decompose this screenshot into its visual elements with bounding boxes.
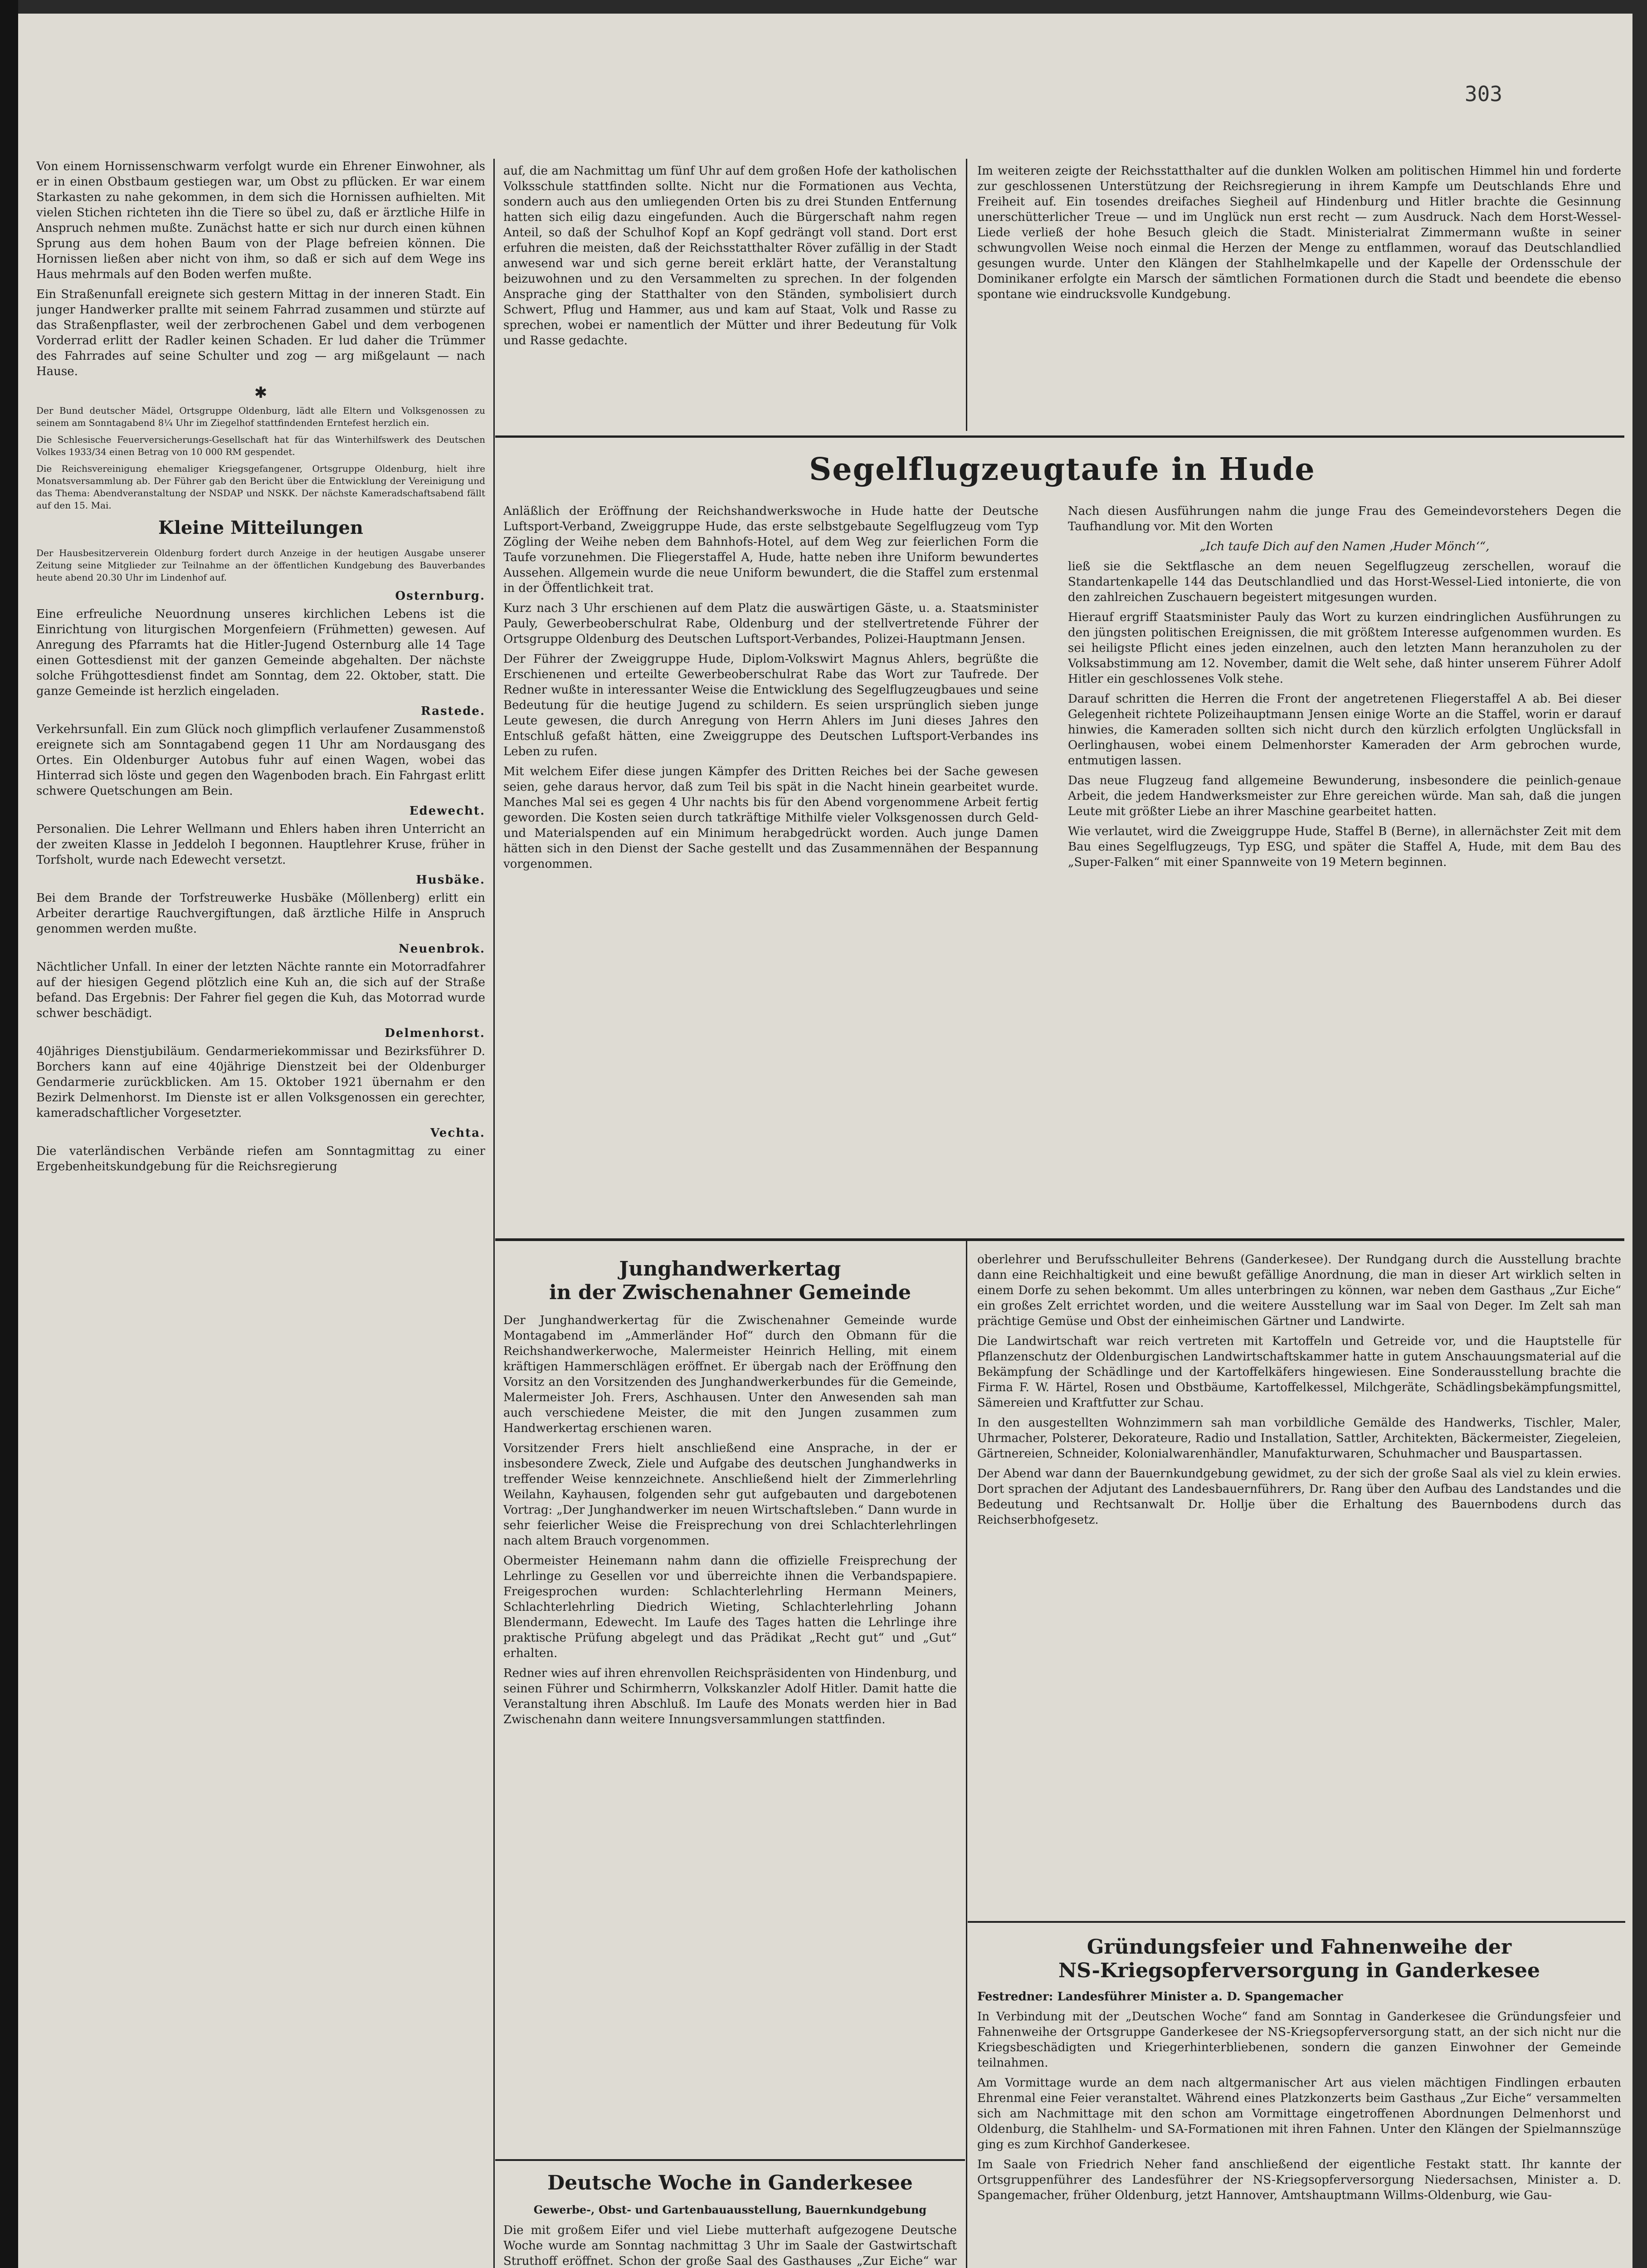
neuenbrok-article: Nächtlicher Unfall. In einer der letzten Nächte rannte ein Motorradfahrer auf der hiesigen Gegend plötzlich eine Kuh an, die sich auf der Straße befand. Das Ergebnis: Der Fahrer fiel gegen die Kuh, das Motorrad wurde schwer beschädigt. bbox=[36, 960, 485, 1020]
column-local-news bbox=[36, 159, 485, 2268]
segelflug-paragraph: Mit welchem Eifer diese jungen Kämpfer des Dritten Reiches bei der Sache gewesen seien, gehe daraus hervor, daß zum Teil bis spät in die Nacht hinein gearbeitet wurde. Manches Mal sei es gegen 4 Uhr nachts bis für den Abend vorgenommene Arbeit fertig geworden. Die Kosten seien durch tatkräftige Mithilfe vieler Volksgenossen durch Geld- und Materialspenden auf ein Minimum herabgedrückt worden. Auch junge Damen hätten sich in den Dienst der Sache gestellt und das Zusammennähen der Bespannung vorgenommen. bbox=[503, 765, 1038, 871]
junghandwerkertag-title-line2: in der Zwischenahner Gemeinde bbox=[549, 1281, 911, 1304]
segelflug-paragraph: Wie verlautet, wird die Zweiggruppe Hude, Staffel B (Berne), in allernächster Zeit mit dem Bau eines Segelflugzeugs, Typ ESG, und später die Staffel A, Hude, mit dem Bau des „Super-Falken“ mit einer Spannweite von 19 Metern beginnen. bbox=[1068, 825, 1621, 869]
gruendungsfeier-title-line2: NS-Kriegsopferversorgung in Ganderkesee bbox=[1058, 1959, 1540, 1982]
dateline-vechta: Vechta. bbox=[430, 1126, 485, 1140]
column-reichsstatthalter bbox=[977, 163, 1621, 431]
dateline-rastede: Rastede. bbox=[420, 704, 485, 718]
osternburg-article: Eine erfreuliche Neuordnung unseres kirchlichen Lebens ist die Einrichtung von liturgischen Morgenfeiern (Frühmetten) gewesen. Auf Anregung des Pfarramts hat die Hitler-Jugend Osternburg alle 14 Tage einen Gottesdienst mit der ganzen Gemeinde abgehalten. Der nächste solche Frühgottesdienst findet am Sonntag, dem 22. Oktober, statt. Die ganze Gemeinde ist herzlich eingeladen. bbox=[36, 607, 485, 698]
gruendungsfeier-headline bbox=[977, 1936, 1621, 1983]
segelflug-paragraph: Kurz nach 3 Uhr erschienen auf dem Platz die auswärtigen Gäste, u. a. Staatsminister Pauly, Gewerbeoberschulrat Rabe, Oldenburg und der stellvertretende Führer der Ortsgruppe Oldenburg des Deutschen Luftsport-Verbandes, Polizei-Hauptmann Jensen. bbox=[503, 601, 1038, 646]
scan-edge bbox=[0, 0, 18, 2268]
hornissen-article: Von einem Hornissenschwarm verfolgt wurde ein Ehrener Einwohner, als er in einen Obstbaum gestiegen war, um Obst zu pflücken. Er war einem Starkasten zu nahe gekommen, in dem sich die Hornissen aufhielten. Mit vielen Stichen richteten ihn die Tiere so übel zu, daß er ärztliche Hilfe in Anspruch nehmen mußte. Zunächst hatte er sich nur durch einen kühnen Sprung aus dem hohen Baum von der Plage befreien können. Die Hornissen ließen aber nicht von ihm, so daß er sich auf dem Wege ins Haus mehrmals auf den Boden werfen mußte. bbox=[36, 160, 485, 281]
vechta-continued-text: auf, die am Nachmittag um fünf Uhr auf dem großen Hofe der katholischen Volksschule stattfinden sollte. Nicht nur die Formationen aus Vechta, sondern auch aus den umliegenden Orten bis zu drei Stunden Entfernung hatten sich eilig dazu eingefunden. Auch die Bürgerschaft nahm regen Anteil, so daß der Schulhof Kopf an Kopf gedrängt voll stand. Dort erst erfuhren die meisten, daß der Reichsstatthalter Röver zufällig in der Stadt anwesend war und sich gerne bereit erklärt hatte, der Veranstaltung beizuwohnen und zu den Versammelten zu sprechen. In der folgenden Ansprache ging der Statthalter von den Ständen, symbolisiert durch Schwert, Pflug und Hammer, aus und kam auf Staat, Volk und Rasse zu sprechen, wobei er namentlich der Mütter und ihrer Bedeutung für Volk und Rasse gedachte. bbox=[503, 164, 957, 347]
horizontal-rule-top bbox=[495, 435, 1624, 438]
segelflug-paragraph: Hierauf ergriff Staatsminister Pauly das Wort zu kurzen eindringlichen Ausführungen zu den jüngsten politischen Ereignissen, die mit größtem Interesse aufgenommen wurden. Es sei heiligste Pflicht eines jeden einzelnen, auch den letzten Mann heranzuholen zu der Volksabstimmung am 12. November, damit die Welt sehe, daß hinter unserem Führer Adolf Hitler ein geschlossenes Volk stehe. bbox=[1068, 611, 1621, 686]
segelflug-headline: Segelflugzeugtaufe in Hude bbox=[809, 451, 1316, 488]
segelflug-paragraph: Das neue Flugzeug fand allgemeine Bewunderung, insbesondere die peinlich-genaue Arbeit, die jedem Handwerksmeister zur Ehre gereichen würde. Man sah, daß die jungen Leute mit größter Liebe an ihrer Maschine gearbeitet hatten. bbox=[1068, 774, 1621, 818]
deutsche-woche-headline: Deutsche Woche in Ganderkesee bbox=[547, 2171, 913, 2195]
junghandwerkertag-paragraph: Vorsitzender Frers hielt anschließend eine Ansprache, in der er insbesondere Zweck, Ziele und Aufgabe des deutschen Junghandwerks in treffender Weise kennzeichnete. Anschließend hielt der Zimmerlehrling Weilahn, Kayhausen, folgenden sehr gut aufgebauten und dargebotenen Vortrag: „Der Junghandwerker im neuen Wirtschaftsleben.“ Dann wurde in sehr feierlicher Weise die Freisprechung von drei Schlachterlehrlingen nach altem Brauch vorgenommen. bbox=[503, 1442, 957, 1548]
segelflug-paragraph: Der Führer der Zweiggruppe Hude, Diplom-Volkswirt Magnus Ahlers, begrüßte die Erschienenen und erteilte Gewerbeoberschulrat Rabe das Wort zur Taufrede. Der Redner wußte in interessanter Weise die Entwicklung des Segelflugzeugbaues und seine Bedeutung für die heutige Jugend zu schildern. Es seien ursprünglich sieben junge Leute gewesen, die durch Anregung von Herrn Ahlers im Juni dieses Jahres den Entschluß gefaßt hätten, eine Zweiggruppe des Deutschen Luftsport-Verbandes ins Leben zu rufen. bbox=[503, 652, 1038, 758]
reichsstatthalter-text: Im weiteren zeigte der Reichsstatthalter auf die dunklen Wolken am politischen Himmel hin und forderte zur geschlossenen Unterstützung der Reichsregierung in ihrem Kampfe um Deutschlands Ehre und Freiheit auf. Ein tosendes dreifaches Siegheil auf Hindenburg und Hitler brachte die Gesinnung unerschütterlicher Treue — und im Unglück nun erst recht — zum Ausdruck. Nach dem Horst-Wessel-Liede verließ der hohe Besuch gleich die Stadt. Ministerialrat Zimmermann wußte in seiner schwungvollen Weise noch einmal die Herzen der Menge zu entflammen, worauf das Deutschlandlied gesungen wurde. Unter den Klängen der Stahlhelmkapelle und der Kapelle der Ordensschule der Dominikaner erfolgte ein Marsch der sämtlichen Formationen durch die Stadt und beendete die ebenso spontane wie eindrucksvolle Kundgebung. bbox=[977, 164, 1621, 301]
rule-above-deutsche-woche bbox=[495, 2159, 965, 2161]
strassenunfall-article: Ein Straßenunfall ereignete sich gestern Mittag in der inneren Stadt. Ein junger Handwerker prallte mit seinem Fahrrad zusammen und stürzte auf das Straßenpflaster, weil der zerbrochenen Gabel und dem verbogenen Vorderrad erlitt der Radler keinen Schaden. Er lud daher die Trümmer des Fahrrades auf seine Schulter und zog — arg mißgelaunt — nach Hause. bbox=[36, 288, 485, 378]
dateline-osternburg: Osternburg. bbox=[395, 589, 485, 603]
segelflug-paragraph: ließ sie die Sektflasche an dem neuen Segelflugzeug zerschellen, worauf die Standartenkapelle 144 das Deutschlandlied und das Horst-Wessel-Lied intonierte, die von den zahlreichen Zuschauern begeistert mitgesungen wurden. bbox=[1068, 560, 1621, 604]
newspaper-page bbox=[18, 14, 1632, 2268]
segelflug-article bbox=[503, 445, 1621, 1234]
column-rule-1 bbox=[493, 159, 495, 2268]
column-rule-2 bbox=[966, 159, 967, 431]
junghandwerkertag-headline bbox=[503, 1257, 957, 1305]
segelflug-paragraph: Nach diesen Ausführungen nahm die junge Frau des Gemeindevorstehers Degen die Taufhandlung vor. Mit den Worten bbox=[1068, 504, 1621, 533]
deutsche-woche-paragraph: Die mit großem Eifer und viel Liebe mutterhaft aufgezogene Deutsche Woche wurde am Sonntag nachmittag 3 Uhr im Saale der Gastwirtschaft Struthoff eröffnet. Schon der große Saal des Gasthauses „Zur Eiche“ war bbox=[503, 2224, 957, 2268]
delmenhorst-article: 40jähriges Dienstjubiläum. Gendarmeriekommissar und Bezirksführer D. Borchers kann auf eine 40jährige Dienstzeit bei der Oldenburger Gendarmerie zurückblicken. Am 15. Oktober 1921 übernahm er den Bezirk Delmenhorst. Im Dienste ist er allen Volksgenossen ein gerechter, kameradschaftlicher Vorgesetzter. bbox=[36, 1045, 485, 1120]
ganderkesee-exhibition-column bbox=[977, 1252, 1621, 1914]
column-rule-3 bbox=[966, 1238, 967, 2268]
dateline-neuenbrok: Neuenbrok. bbox=[399, 942, 485, 956]
bdm-notice: Der Bund deutscher Mädel, Ortsgruppe Oldenburg, lädt alle Eltern und Volksgenossen zu seinem am Sonntagabend 8¼ Uhr im Ziegelhof stattfindenden Erntefest herzlich ein. bbox=[36, 405, 485, 428]
dateline-edewecht: Edewecht. bbox=[409, 804, 485, 818]
vechta-article: Die vaterländischen Verbände riefen am Sonntagmittag zu einer Ergebenheitskundgebung für die Reichsregierung bbox=[36, 1144, 485, 1173]
exhibition-paragraph: Die Landwirtschaft war reich vertreten mit Kartoffeln und Getreide vor, und die Hauptstelle für Pflanzenschutz der Oldenburgischen Landwirtschaftskammer hatte in gutem Anschauungsmaterial auf die Bekämpfung der Schädlinge und der Kartoffelkäfers hingewiesen. Eine Sonderausstellung brachte die Firma F. W. Härtel, Rosen und Obstbäume, Kartoffelkessel, Milchgeräte, Schädlingsbekämpfungsmittel, Sämereien und Kraftfutter zur Schau. bbox=[977, 1334, 1621, 1410]
edewecht-article: Personalien. Die Lehrer Wellmann und Ehlers haben ihren Unterricht an der zweiten Klasse in Jeddeloh I begonnen. Hauptlehrer Kruse, früher in Torfsholt, wurde nach Edewecht versetzt. bbox=[36, 822, 485, 867]
gruendungsfeier-article bbox=[977, 1930, 1621, 2268]
rastede-article: Verkehrsunfall. Ein zum Glück noch glimpflich verlaufener Zusammenstoß ereignete sich am Sonntagabend gegen 11 Uhr am Nordausgang des Ortes. Ein Oldenburger Autobus fuhr auf einen Wagen, wobei das Hinterrad sich löste und gegen den Wagenboden brach. Ein Fahrgast erlitt schwere Quetschungen am Bein. bbox=[36, 723, 485, 798]
husbaeke-article: Bei dem Brande der Torfstreuwerke Husbäke (Möllenberg) erlitt ein Arbeiter derartige Rauchvergiftungen, daß ärztliche Hilfe in Anspruch genommen werden mußte. bbox=[36, 891, 485, 936]
junghandwerkertag-paragraph: Der Junghandwerkertag für die Zwischenahner Gemeinde wurde Montagabend im „Ammerländer Hof“ durch den Obmann für die Reichshandwerkerwoche, Malermeister Heinrich Helling, mit einem kräftigen Hammerschlägen eröffnet. Er übergab nach der Eröffnung den Vorsitz an den Vorsitzenden des Junghandwerkerbundes für die Gemeinde, Malermeister Joh. Frers, Aschhausen. Unter den Anwesenden sah man auch verschiedene Meister, die mit den Jungen zusammen zum Handwerkertag erschienen waren. bbox=[503, 1314, 957, 1435]
segelflug-paragraph: Darauf schritten die Herren die Front der angetretenen Fliegerstaffel A ab. Bei dieser Gelegenheit richtete Polizeihauptmann Jensen einige Worte an die Staffel, worin er darauf hinwies, die Kameraden sollten sich nicht durch den kürzlich erfolgten Unglücksfall in Oerlinghausen, wobei einem Delmenhorster Kameraden der Arm gebrochen wurde, entmutigen lassen. bbox=[1068, 692, 1621, 767]
festredner-line: Festredner: Landesführer Minister a. D. Spangemacher bbox=[977, 1990, 1343, 2004]
gruendungsfeier-paragraph: Im Saale von Friedrich Neher fand anschließend der eigentliche Festakt statt. Ihr kannte der Ortsgruppenführer des Landesführer der NS-Kriegsopferversorgung Niedersachsen, Minister a. D. Spangemacher, früher Oldenburg, jetzt Hannover, Amtshauptmann Willms-Oldenburg, wie Gau- bbox=[977, 2158, 1621, 2202]
feuerversicherung-notice: Die Schlesische Feuerversicherungs-Gesellschaft hat für das Winterhilfswerk des Deutschen Volkes 1933/34 einen Betrag von 10 000 RM gespendet. bbox=[36, 434, 485, 457]
segelflug-right-column bbox=[1068, 503, 1621, 1234]
rule-above-gruendung bbox=[968, 1921, 1625, 1923]
deutsche-woche-article bbox=[503, 2166, 957, 2268]
junghandwerkertag-title-line1: Junghandwerkertag bbox=[619, 1257, 841, 1281]
junghandwerkertag-article bbox=[503, 1252, 957, 2155]
junghandwerkertag-paragraph: Obermeister Heinemann nahm dann die offizielle Freisprechung der Lehrlinge zu Gesellen vor und überreichte ihnen die Verbandspapiere. Freigesprochen wurden: Schlachterlehrling Hermann Meiners, Schlachterlehrling Diedrich Wieting, Schlachterlehrling Johann Blendermann, Edewecht. Im Laufe des Tages hatten die Lehrlinge ihre praktische Prüfung abgelegt und das Prädikat „Recht gut“ und „Gut“ erhalten. bbox=[503, 1554, 957, 1660]
gruendungsfeier-paragraph: In Verbindung mit der „Deutschen Woche“ fand am Sonntag in Ganderkesee die Gründungsfeier und Fahnenweihe der Ortsgruppe Ganderkesee der NS-Kriegsopferversorgung statt, an der sich nicht nur die Kriegsbeschädigten und Kriegerhinterbliebenen, sondern die ganzen Einwohner der Gemeinde teilnahmen. bbox=[977, 2010, 1621, 2070]
exhibition-paragraph: In den ausgestellten Wohnzimmern sah man vorbildliche Gemälde des Handwerks, Tischler, Maler, Uhrmacher, Polsterer, Dekorateure, Radio und Installation, Sattler, Architekten, Bäckermeister, Ziegeleien, Gärtnereien, Schneider, Kolonialwarenhändler, Manufakturwaren, Schuhmacher und Bauspartassen. bbox=[977, 1416, 1621, 1461]
dateline-husbaeke: Husbäke. bbox=[416, 873, 485, 887]
kleine-mitteilungen-heading: Kleine Mitteilungen bbox=[158, 517, 363, 538]
segelflug-left-column bbox=[503, 503, 1038, 1234]
deutsche-woche-subtitle: Gewerbe-, Obst- und Gartenbauausstellung, Bauernkundgebung bbox=[533, 2203, 927, 2216]
segelflug-paragraph: Anläßlich der Eröffnung der Reichshandwerkswoche in Hude hatte der Deutsche Luftsport-Verband, Zweiggruppe Hude, das erste selbstgebaute Segelflugzeug vom Typ Zögling der Weihe neben dem Bahnhofs-Hotel, auf dem Weg zur feierlichen Form die Taufe vorzunehmen. Die Fliegerstaffel A, Hude, hatte neben ihre Uniform bewundertes Aussehen. Allgemein wurde die neue Uniform bewundert, die die Staffel zum erstenmal in der Öffentlichkeit trat. bbox=[503, 504, 1038, 595]
reichsvereinigung-notice: Die Reichsvereinigung ehemaliger Kriegsgefangener, Ortsgruppe Oldenburg, hielt ihre Monatsversammlung ab. Der Führer gab den Bericht über die Entwicklung der Vereinigung und das Thema: Abendveranstaltung der NSDAP und NSKK. Der nächste Kameradschaftsabend fällt auf den 15. Mai. bbox=[36, 463, 485, 511]
taufe-quote: „Ich taufe Dich auf den Namen ‚Huder Mönch‘“, bbox=[1199, 540, 1490, 553]
junghandwerkertag-paragraph: Redner wies auf ihren ehrenvollen Reichspräsidenten von Hindenburg, und seinen Führer und Schirmherrn, Volkskanzler Adolf Hitler. Damit hatte die Veranstaltung ihren Abschluß. Im Laufe des Monats werden hier in Bad Zwischenahn dann weitere Innungsversammlungen stattfinden. bbox=[503, 1667, 957, 1726]
column-vechta-continued bbox=[503, 163, 957, 431]
asterisk-separator: ✱ bbox=[254, 384, 268, 402]
dateline-delmenhorst: Delmenhorst. bbox=[385, 1026, 485, 1040]
exhibition-paragraph: oberlehrer und Berufsschulleiter Behrens (Ganderkesee). Der Rundgang durch die Ausstellung brachte dann eine Reichhaltigkeit und eine bewußt gefällige Anordnung, die man in dieser Art wirklich selten in einem Dorfe zu sehen bekommt. Um alles unterbringen zu können, war neben dem Gasthaus „Zur Eiche“ ein großes Zelt errichtet worden, und die weitere Ausstellung war im Saal von Deger. Im Zelt sah man prächtige Gemüse und Obst der einheimischen Gärtner und Landwirte. bbox=[977, 1253, 1621, 1328]
horizontal-rule-mid bbox=[495, 1238, 1624, 1241]
page-number: 303 bbox=[1465, 82, 1503, 106]
gruendungsfeier-paragraph: Am Vormittage wurde an dem nach altgermanischer Art aus vielen mächtigen Findlingen erbauten Ehrenmal eine Feier veranstaltet. Während eines Platzkonzerts beim Gasthaus „Zur Eiche“ versammelten sich am Nachmittage mit den schon am Vormittage eingetroffenen Abordnungen Delmenhorst und Oldenburg, die Stahlhelm- und SA-Formationen mit ihren Fahnen. Unter den Klängen der Spielmannszüge ging es zum Kirchhof Ganderkesee. bbox=[977, 2076, 1621, 2151]
gruendungsfeier-title-line1: Gründungsfeier und Fahnenweihe der bbox=[1087, 1936, 1512, 1959]
hausbesitzerverein-notice: Der Hausbesitzerverein Oldenburg fordert durch Anzeige in der heutigen Ausgabe unserer Zeitung seine Mitglieder zur Teilnahme an der öffentlichen Kundgebung des Bauverbandes heute abend 20.30 Uhr im Lindenhof auf. bbox=[36, 547, 485, 583]
exhibition-paragraph: Der Abend war dann der Bauernkundgebung gewidmet, zu der sich der große Saal als viel zu klein erwies. Dort sprachen der Adjutant des Landesbauernführers, Dr. Rang über den Aufbau des Landstandes und die Bedeutung und Rechtsanwalt Dr. Hollje über die Erhaltung des Bauernbodens durch das Reichserbhofgesetz. bbox=[977, 1467, 1621, 1527]
